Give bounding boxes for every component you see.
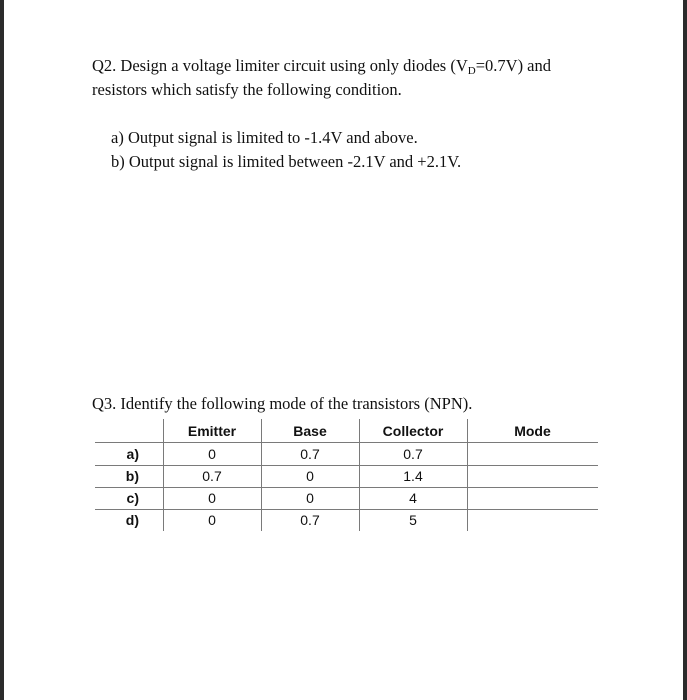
cell-c-base: 0 <box>306 490 314 506</box>
q2-line1-prefix: Q2. Design a voltage limiter circuit using only diodes (V <box>92 56 468 75</box>
q3-title: Q3. Identify the following mode of the transistors (NPN). <box>92 394 473 413</box>
cell-b-emitter: 0.7 <box>202 468 222 484</box>
table-col-divider-4 <box>467 419 468 531</box>
diode-subscript: D <box>467 65 476 77</box>
q2-item-a: a) Output signal is limited to -1.4V and above. <box>111 128 418 147</box>
q2-question-line-1 <box>92 56 551 77</box>
cell-d-emitter: 0 <box>208 512 216 528</box>
row-label-b: b) <box>125 468 139 484</box>
table-rule-header <box>95 442 598 443</box>
header-emitter: Emitter <box>187 423 237 439</box>
transistor-table <box>95 419 598 531</box>
header-mode: Mode <box>514 423 551 439</box>
cell-b-collector: 1.4 <box>403 468 423 484</box>
cell-b-base: 0 <box>306 468 314 484</box>
header-base: Base <box>293 423 327 439</box>
q2-question-line-2: resistors which satisfy the following condition. <box>92 80 402 99</box>
table-rule-row-b <box>95 487 598 488</box>
row-label-d: d) <box>125 512 139 528</box>
cell-c-emitter: 0 <box>208 490 216 506</box>
table-rule-row-c <box>95 509 598 510</box>
left-edge-border <box>0 0 4 700</box>
q2-line1-suffix: =0.7V) and <box>475 56 552 75</box>
row-label-a: a) <box>126 446 139 462</box>
cell-d-collector: 5 <box>409 512 417 528</box>
cell-d-base: 0.7 <box>300 512 320 528</box>
cell-a-base: 0.7 <box>300 446 320 462</box>
row-label-c: c) <box>126 490 139 506</box>
q2-item-b: b) Output signal is limited between -2.1V and +2.1V. <box>111 152 462 171</box>
cell-c-collector: 4 <box>409 490 417 506</box>
table-rule-row-a <box>95 465 598 466</box>
right-edge-border <box>683 0 687 700</box>
cell-a-emitter: 0 <box>208 446 216 462</box>
cell-a-collector: 0.7 <box>403 446 423 462</box>
header-collector: Collector <box>382 423 444 439</box>
